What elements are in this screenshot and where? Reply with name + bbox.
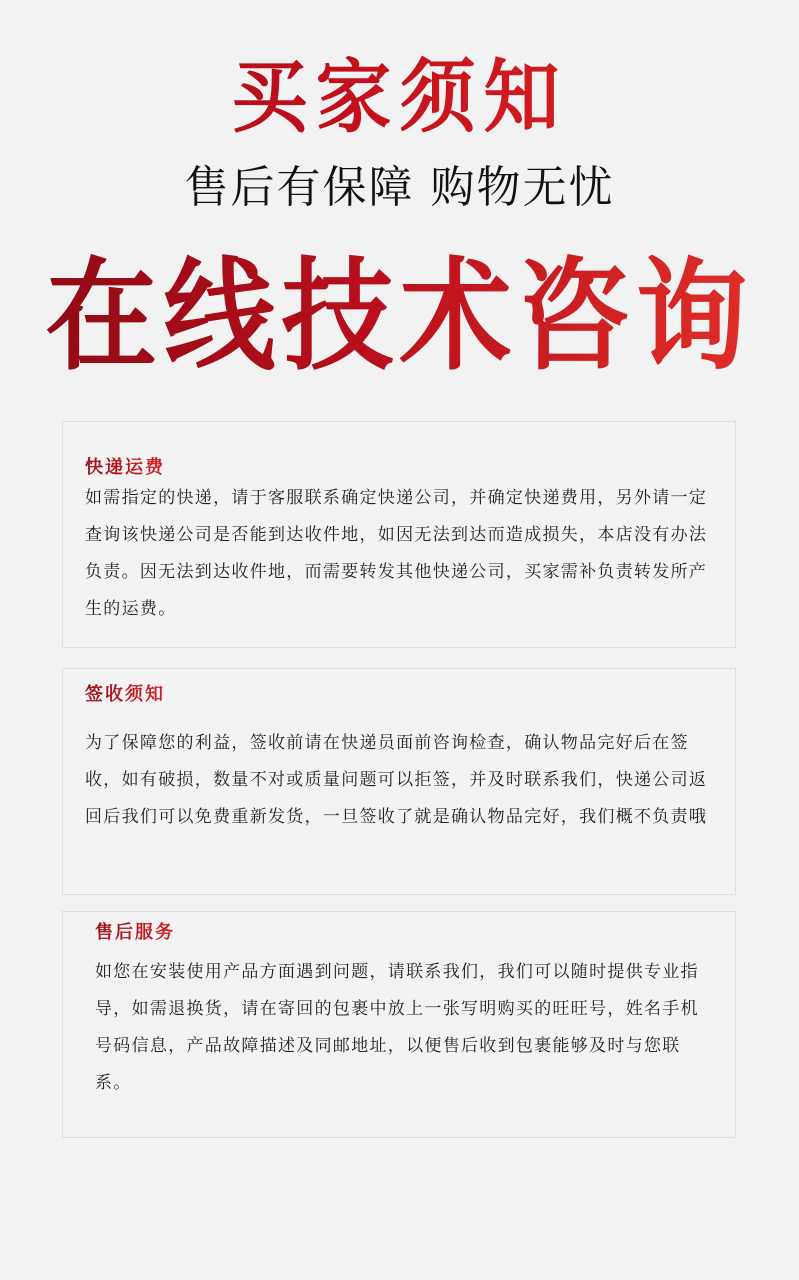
after-sales-title: 售后服务 [95,922,175,943]
after-sales-body: 如您在安装使用产品方面遇到问题，请联系我们，我们可以随时提供专业指导，如需退换货，请在寄回的包裹中放上一张写明购买的旺旺号，姓名手机号码信息，产品故障描述及同邮地址，以便售后收到包裹能够及时与您联系。 [95,962,699,1093]
page-title: 买家须知 [0,50,799,145]
receipt-notice-title: 签收须知 [85,684,165,705]
shipping-fee-title: 快递运费 [85,457,165,478]
receipt-notice-body: 为了保障您的利益，签收前请在快递员面前咨询检查，确认物品完好后在签收，如有破损，数量不对或质量问题可以拒签，并及时联系我们，快递公司返回后我们可以免费重新发货，一旦签收了就是确认物品完好，我们概不负责哦 [85,733,708,827]
after-sales-section [62,911,736,1138]
headline-banner: 在线技术咨询 [0,247,799,387]
shipping-fee-body: 如需指定的快递，请于客服联系确定快递公司，并确定快递费用，另外请一定查询该快递公司是否能到达收件地，如因无法到达而造成损失，本店没有办法负责。因无法到达收件地，而需要转发其他快递公司，买家需补负责转发所产生的运费。 [85,488,708,619]
shipping-fee-section [62,421,736,648]
page-subtitle: 售后有保障 购物无忧 [184,162,615,213]
receipt-notice-section [62,668,736,895]
